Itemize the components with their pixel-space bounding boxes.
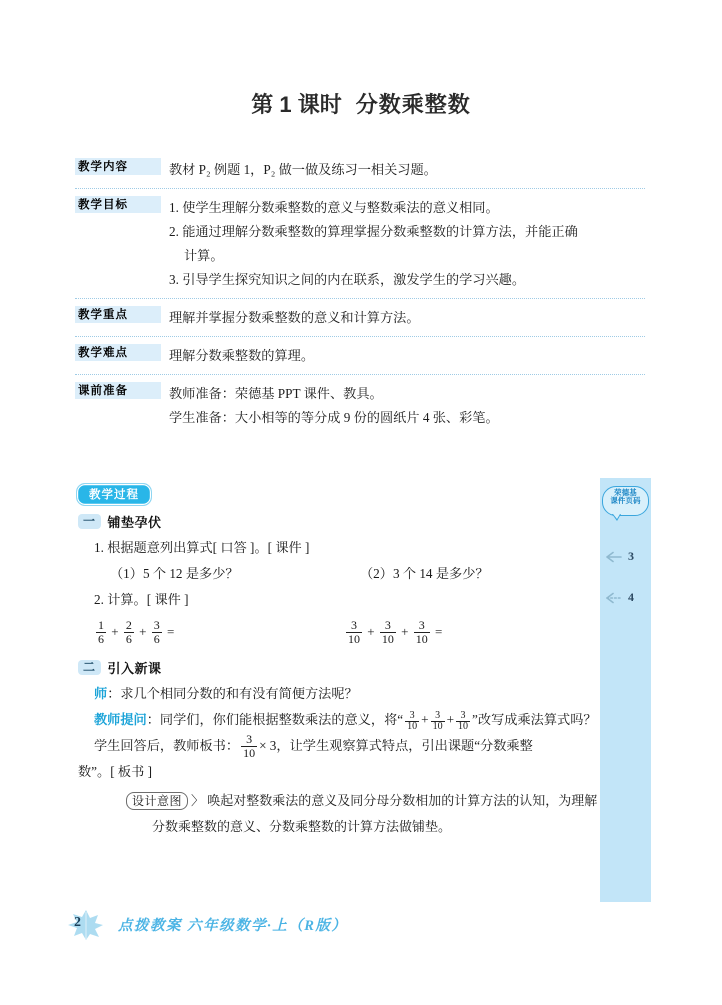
row-body — [161, 158, 645, 182]
board-writing-line — [94, 733, 598, 759]
row-label: 课前准备 — [75, 382, 161, 399]
page-marker-4 — [606, 590, 634, 605]
page-marker-3 — [606, 549, 634, 564]
section-yinru-xinke — [78, 658, 598, 840]
fraction: $\frac{1}{6}$ — [98, 618, 104, 646]
section-number: 一 — [78, 514, 101, 529]
row-body — [161, 196, 645, 292]
teaching-process-badge: 教学过程 — [76, 483, 152, 506]
equals-sign: = — [434, 624, 443, 639]
board-text-pre: 学生回答后，教师板书： — [94, 738, 240, 753]
prompt-label: 教师提问 — [94, 712, 147, 727]
teacher-dialog-line — [94, 681, 598, 707]
row-label: 教学目标 — [75, 196, 161, 213]
badge-line-2: 课件页码 — [610, 495, 641, 505]
section-puhdian-yunfu — [78, 512, 598, 647]
row-line: 计算。 — [184, 248, 224, 263]
plus-sign: + — [111, 624, 119, 639]
equation-right — [344, 619, 442, 645]
footer-page-number: 2 — [74, 915, 81, 930]
teacher-prompt-line — [94, 707, 598, 733]
courseware-page-badge — [602, 486, 649, 516]
page-footer — [64, 906, 347, 942]
question-2: （2）3 个 14 是多少？ — [360, 566, 489, 581]
badge-tail-inner — [613, 514, 620, 519]
plus-sign: + — [401, 624, 409, 639]
section-body — [78, 681, 598, 840]
board-text-mid: × 3，让学生观察算式特点，引出课题“分数乘整 — [259, 738, 533, 753]
row-label: 教学内容 — [75, 158, 161, 175]
arrow-left-dashed-icon — [606, 592, 622, 604]
row-body — [161, 344, 645, 368]
list-item: 2. 计算。[ 课件 ] — [94, 592, 189, 607]
page-title-prefix: 第 1 课时 — [251, 92, 342, 117]
section-title: 铺垫孕伏 — [107, 515, 162, 530]
fraction: $\frac{3}{10}$ — [432, 709, 443, 732]
plus-sign: + — [446, 712, 455, 727]
row-label: 教学重点 — [75, 306, 161, 323]
arrow-left-icon — [606, 551, 622, 563]
page-marker-number: 4 — [628, 590, 634, 604]
section-body — [78, 535, 598, 613]
fraction: $\frac{3}{10}$ — [458, 709, 469, 732]
row-line: 学生准备：大小相等的等分成 9 份的圆纸片 4 张、彩笔。 — [169, 410, 499, 425]
row-label: 教学难点 — [75, 344, 161, 361]
design-intent-arrow: 〉 — [191, 793, 205, 809]
sidebar-blue-band — [600, 478, 651, 902]
row-line: 教材 P₂ 例题 1，P₂ 做一做及练习一相关习题。 — [169, 162, 437, 177]
fraction: $\frac{3}{10}$ — [348, 618, 360, 646]
question-1: （1）5 个 12 是多少？ — [110, 566, 239, 581]
fraction: $\frac{2}{6}$ — [125, 618, 132, 646]
section-title: 引入新课 — [107, 661, 162, 676]
fraction: $\frac{3}{10}$ — [415, 618, 428, 646]
teacher-dialog-text: ：求几个相同分数的和有没有简便方法呢？ — [107, 686, 358, 701]
table-row — [75, 196, 645, 299]
row-body — [161, 382, 645, 430]
plus-sign: + — [139, 624, 147, 639]
footer-title: 点拨教案 六年级数学·上（R版） — [118, 917, 348, 934]
equals-sign: = — [166, 624, 175, 639]
design-intent-block — [94, 788, 598, 840]
row-body — [161, 306, 645, 330]
table-row — [75, 382, 645, 436]
design-intent-line-2: 分数乘整数的意义、分数乘整数的计算方法做铺垫。 — [152, 819, 452, 835]
row-line: 3. 引导学生探究知识之间的内在联系，激发学生的学习兴趣。 — [169, 272, 526, 287]
page-marker-number: 3 — [628, 549, 634, 563]
fraction: $\frac{3}{10}$ — [243, 732, 256, 760]
table-row — [75, 158, 645, 189]
fraction: $\frac{3}{10}$ — [381, 618, 394, 646]
row-line: 理解分数乘整数的算理。 — [169, 348, 315, 363]
leaf-icon — [64, 906, 106, 942]
row-line: 1. 使学生理解分数乘整数的意义与整数乘法的意义相同。 — [169, 200, 499, 215]
question-pair — [94, 561, 598, 587]
prompt-text-pre: ：同学们，你们能根据整数乘法的意义，将“ — [146, 712, 404, 727]
page-title — [0, 88, 722, 119]
section-heading — [78, 658, 598, 677]
equation-left — [94, 619, 344, 645]
section-number: 二 — [78, 660, 101, 675]
lesson-info-table — [75, 158, 645, 443]
fraction: $\frac{3}{6}$ — [153, 618, 160, 646]
plus-sign: + — [421, 712, 429, 727]
table-row — [75, 306, 645, 337]
design-intent-tag: 设计意图 — [126, 792, 188, 810]
prompt-text-post: ”改写成乘法算式吗？ — [472, 712, 597, 727]
row-line: 教师准备：荣德基 PPT 课件、教具。 — [169, 386, 383, 401]
list-item: 1. 根据题意列出算式[ 口答 ]。[ 课件 ] — [94, 540, 310, 555]
section-heading — [78, 512, 598, 531]
speaker-label: 师 — [94, 686, 108, 701]
table-row — [75, 344, 645, 375]
row-line: 2. 能通过理解分数乘整数的算理掌握分数乘整数的计算方法，并能正确 — [169, 224, 578, 239]
fraction: $\frac{3}{10}$ — [407, 709, 418, 732]
equation-row — [78, 619, 598, 645]
page-title-main: 分数乘整数 — [355, 92, 471, 117]
badge-line-1: 荣德基 — [614, 488, 637, 497]
board-writing-line-2: 数”。[ 板书 ] — [78, 764, 152, 780]
row-line: 理解并掌握分数乘整数的意义和计算方法。 — [169, 310, 420, 325]
design-intent-line-1: 唤起对整数乘法的意义及同分母分数相加的计算方法的认知，为理解 — [207, 793, 598, 809]
plus-sign: + — [367, 624, 375, 639]
